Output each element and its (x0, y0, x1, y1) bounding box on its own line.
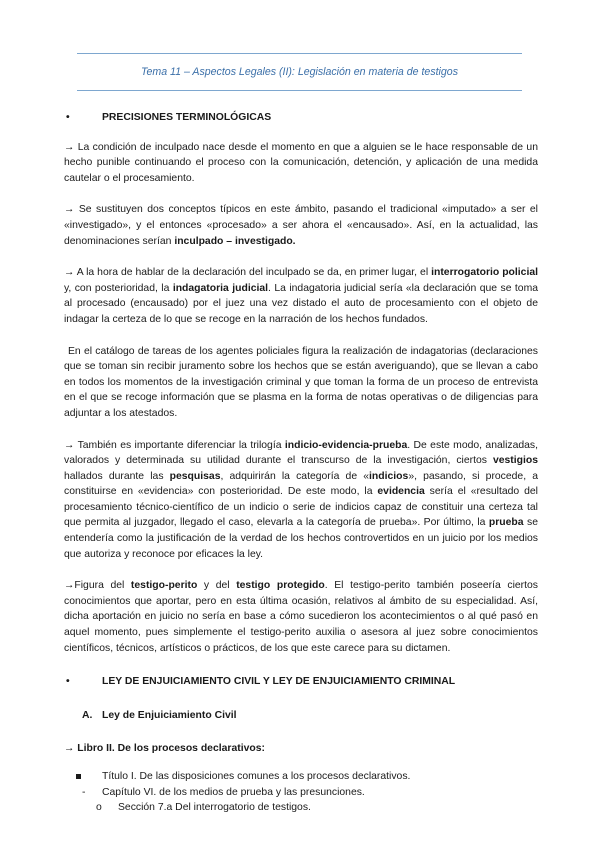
bold-term: indicio-evidencia-prueba (284, 439, 408, 451)
subsection-letter: A. (82, 709, 93, 721)
circle-bullet: o (96, 802, 102, 814)
paragraph-text: . De este modo, analizadas, valorados y determinada su utilidad durante el transcurso de la investigación, ciertos (64, 439, 538, 467)
paragraph-text: Se sustituyen dos conceptos típicos en este ámbito, pasando el tradicional «imputado» a ser el «investigado», y el entonces «procesado» a ser ahora el «encausado». Así, en la actualidad, las denominaciones serían (64, 204, 538, 247)
arrow-icon: → (64, 439, 75, 451)
bold-term: prueba (488, 517, 524, 529)
list-item-text: Título I. De las disposiciones comunes a los procesos declarativos. (102, 771, 411, 782)
section-heading-leyes (64, 674, 538, 690)
bold-term: testigo-perito (130, 580, 198, 592)
bullet-marker: • (66, 676, 70, 688)
header-top-rule (77, 53, 522, 54)
paragraph-trilogia (64, 438, 538, 563)
paragraph-text: sería el «resultado del procesamiento técnico-científico de un indicio o serie de indicios capaz de constituir una certeza tal que permita al juzgador, llegado el caso, elevarla a la categoría de prueba». Por último, la (64, 486, 538, 529)
list-item-text: Capítulo VI. de los medios de prueba y las presunciones. (102, 786, 365, 798)
arrow-icon: → (64, 743, 75, 755)
bold-term: indagatoria judicial (172, 282, 269, 294)
list-item-seccion (96, 800, 538, 816)
paragraph-text: , adquirirán la categoría de « (220, 470, 370, 482)
paragraph-text: También es importante diferenciar la trilogía (74, 439, 285, 451)
bold-term: inculpado – investigado. (174, 235, 296, 247)
arrow-icon: → (64, 580, 75, 592)
paragraph-text: hallados durante las (64, 470, 170, 482)
square-bullet-icon (76, 774, 81, 779)
list-item-titulo (76, 769, 538, 785)
paragraph-text: Figura del (74, 580, 131, 592)
paragraph-text: La condición de inculpado nace desde el momento en que a alguien se le hace responsable de un hecho punible continuando el proceso con la comunicación, detención, y aplicación de una medida cautelar o el procesamiento. (64, 141, 538, 184)
document-body (64, 110, 538, 816)
libro-text: Libro II. De los procesos declarativos: (74, 743, 265, 755)
header-title: Tema 11 – Aspectos Legales (II): Legislación en materia de testigos (140, 66, 458, 78)
bold-term: interrogatorio policial (431, 267, 538, 279)
paragraph-text: En el catálogo de tareas de los agentes policiales figura la realización de indagatorias (declaraciones que se toman sin recibir juramento sobre los hechos que se están averiguando), que se llevan a cabo en todos los momentos de la investigación criminal y que toman la forma de un proceso de entrevista en el que se recoge información que se plasma en la forma de notas operativas o de diligencias para adjuntar a los atestados. (64, 345, 538, 419)
list-item-text: Sección 7.a Del interrogatorio de testigos. (118, 802, 311, 814)
paragraph-testigo-perito (64, 578, 538, 656)
subsection-heading-civil (82, 708, 538, 724)
paragraph-text: », pasando, si procede, a constituirse en «evidencia» con posterioridad. De este modo, la (64, 470, 539, 498)
paragraph-text: . El testigo-perito también poseería ciertos conocimientos que aportar, pero en esta última ocasión, relativos al ámbito de su especialidad. Así, dicha aportación en juicio no sería en base a cómo sucedieron los acontecimientos o al qué pasó en aquel momento, pues simplemente el testigo-perito auxilia o asesora al juez sobre conocimientos científicos, técnicos, artísticos o prácticos, de los que este carece para su dictamen. (64, 580, 538, 654)
paragraph-inculpado (64, 140, 538, 187)
bold-term: evidencia (377, 486, 425, 498)
arrow-icon: → (64, 204, 75, 216)
bullet-marker: • (66, 112, 70, 123)
list-item-capitulo (76, 785, 538, 801)
arrow-icon: → (64, 141, 75, 153)
paragraph-conceptos (64, 202, 538, 249)
dash-bullet: - (82, 786, 86, 798)
paragraph-text: se entendería como la justificación de la verdad de los hechos controvertidos en un juicio por los medios que autoriza y reconoce por eficaces la ley. (64, 517, 538, 560)
paragraph-text: y, con posterioridad, la (64, 282, 173, 294)
paragraph-text: y del (197, 580, 237, 592)
bold-term: indicios (369, 470, 409, 482)
subsection-heading-text: Ley de Enjuiciamiento Civil (102, 709, 237, 721)
arrow-icon: → (64, 267, 75, 279)
bold-term: pesquisas (169, 470, 221, 482)
paragraph-text: . La indagatoria judicial sería «la declaración que se toma al procesado (encausado) por el juez una vez distado el auto de procesamiento con el objeto de indagar la certeza de lo que se recoge en la narración de los hechos fundados. (64, 282, 539, 325)
section-heading-precisiones (64, 110, 538, 126)
libro-heading (64, 741, 538, 757)
section-heading-text: PRECISIONES TERMINOLÓGICAS (102, 112, 272, 123)
bold-term: vestigios (492, 455, 538, 467)
paragraph-declaracion (64, 265, 538, 327)
paragraph-text: A la hora de hablar de la declaración del inculpado se da, en primer lugar, el (74, 267, 432, 279)
paragraph-catalogo (64, 344, 538, 422)
section-heading-text: LEY DE ENJUICIAMIENTO CIVIL Y LEY DE ENJUICIAMIENTO CRIMINAL (102, 676, 456, 688)
bold-term: testigo protegido (236, 580, 325, 592)
header-bottom-rule (77, 90, 522, 91)
